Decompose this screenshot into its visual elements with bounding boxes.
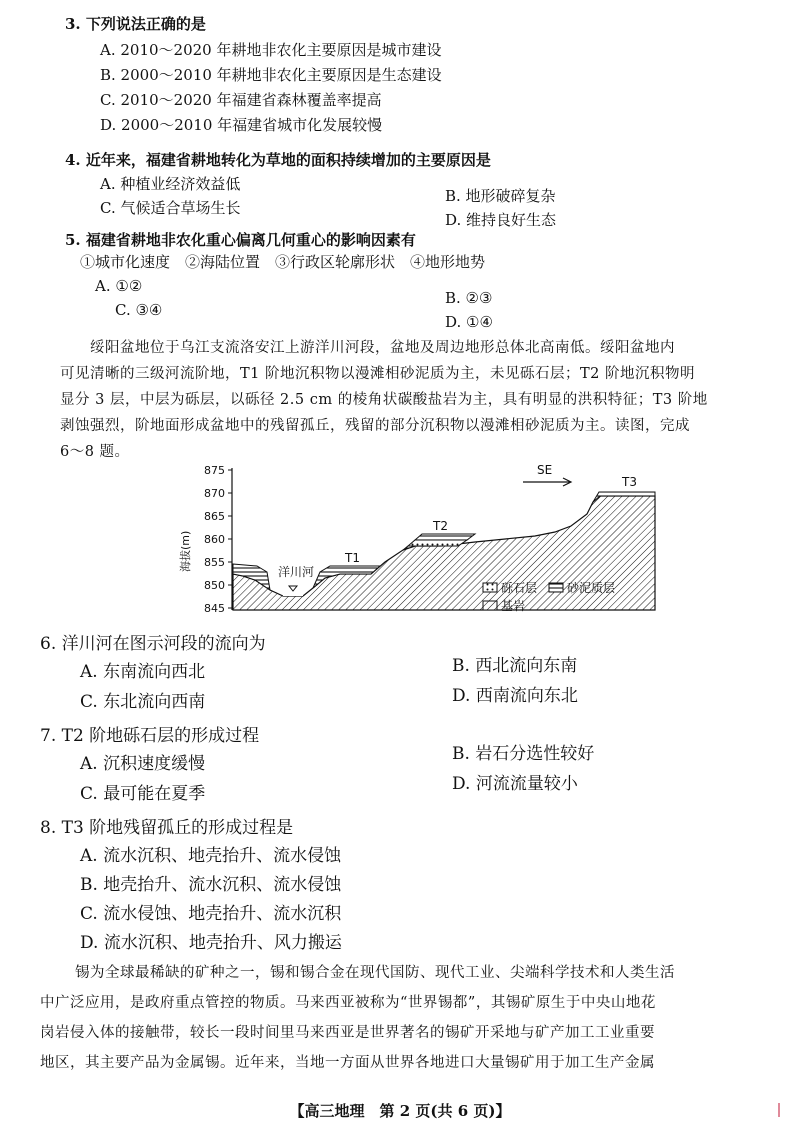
question-7-option-b: B. 岩石分选性较好 xyxy=(452,744,595,764)
margin-mark xyxy=(778,1103,780,1117)
passage-2-line-4: 地区，其主要产品为金属锡。近年来，当地一方面从世界各地进口大量锡矿用于加工生产金属 xyxy=(40,1055,655,1071)
question-7-option-a: A. 沉积速度缓慢 xyxy=(80,754,206,774)
legend-gravel-label: 砾石层 xyxy=(501,581,538,595)
question-4-stem: 4. 近年来，福建省耕地转化为草地的面积持续增加的主要原因是 xyxy=(65,151,491,169)
passage-1-line-5: 6～8 题。 xyxy=(60,444,130,460)
terrace-t2-label: T2 xyxy=(433,519,448,533)
question-6-option-d: D. 西南流向东北 xyxy=(452,686,578,706)
question-4-option-c: C. 气候适合草场生长 xyxy=(100,199,241,217)
terrace-cross-section-figure xyxy=(175,462,675,632)
passage-1-line-2: 可见清晰的三级河流阶地，T1 阶地沉积物以漫滩相砂泥质为主，未见砾石层；T2 阶地沉积物明 xyxy=(60,366,696,382)
y-tick-label: 875 xyxy=(204,464,225,477)
question-6-stem: 6. 洋川河在图示河段的流向为 xyxy=(40,634,266,654)
question-7-option-c: C. 最可能在夏季 xyxy=(80,784,206,804)
question-8-stem: 8. T3 阶地残留孤丘的形成过程是 xyxy=(40,818,294,838)
passage-2-line-1: 锡为全球最稀缺的矿种之一，锡和锡合金在现代国防、现代工业、尖端科学技术和人类生活 xyxy=(75,965,675,981)
direction-label: SE xyxy=(537,463,553,477)
legend-bedrock-label: 基岩 xyxy=(501,599,526,613)
y-tick-label: 870 xyxy=(204,487,225,500)
terrace-t1-label: T1 xyxy=(345,551,360,565)
question-5-option-a: A. ①② xyxy=(95,277,143,295)
passage-2-line-3: 岗岩侵入体的接触带，较长一段时间里马来西亚是世界著名的锡矿开采地与矿产加工工业重要 xyxy=(40,1025,655,1041)
legend-gravel-swatch xyxy=(483,583,497,592)
question-7-stem: 7. T2 阶地砾石层的形成过程 xyxy=(40,726,260,746)
question-4-option-b: B. 地形破碎复杂 xyxy=(445,187,556,205)
passage-1-line-1: 绥阳盆地位于乌江支流洛安江上游洋川河段，盆地及周边地形总体北高南低。绥阳盆地内 xyxy=(90,340,675,356)
question-3-option-a: A. 2010～2020 年耕地非农化主要原因是城市建设 xyxy=(100,41,442,59)
question-3-option-b: B. 2000～2010 年耕地非农化主要原因是生态建设 xyxy=(100,66,442,84)
question-3-option-d: D. 2000～2010 年福建省城市化发展较慢 xyxy=(100,116,383,134)
question-7-option-d: D. 河流流量较小 xyxy=(452,774,578,794)
passage-2-line-2: 中广泛应用，是政府重点管控的物质。马来西亚被称为“世界锡都”，其锡矿原生于中央山地花 xyxy=(40,995,656,1011)
question-5-option-c: C. ③④ xyxy=(115,301,163,319)
legend-sand-swatch xyxy=(549,583,563,592)
y-tick-label: 850 xyxy=(204,579,225,592)
terrace-t3-label: T3 xyxy=(622,475,637,489)
y-tick-label: 860 xyxy=(204,533,225,546)
question-5-stem: 5. 福建省耕地非农化重心偏离几何重心的影响因素有 xyxy=(65,231,416,249)
y-tick-label: 855 xyxy=(204,556,225,569)
y-tick-label: 865 xyxy=(204,510,225,523)
question-3-stem: 3. 下列说法正确的是 xyxy=(65,15,206,33)
question-5-option-b: B. ②③ xyxy=(445,289,493,307)
passage-1-line-3: 显分 3 层，中层为砾层，以砾径 2.5 cm 的棱角状碳酸盐岩为主，具有明显的洪积特征；T3 阶地 xyxy=(60,392,708,408)
page-footer: 【高三地理 第 2 页(共 6 页)】 xyxy=(289,1102,511,1120)
question-5-option-d: D. ①④ xyxy=(445,313,493,331)
question-6-option-a: A. 东南流向西北 xyxy=(80,662,206,682)
question-6-option-b: B. 西北流向东南 xyxy=(452,656,578,676)
question-8-option-a: A. 流水沉积、地壳抬升、流水侵蚀 xyxy=(80,846,342,866)
question-4-option-a: A. 种植业经济效益低 xyxy=(100,175,241,193)
question-8-option-b: B. 地壳抬升、流水沉积、流水侵蚀 xyxy=(80,875,342,895)
river-label: 洋川河 xyxy=(278,565,315,579)
legend-sand-label: 砂泥质层 xyxy=(567,581,616,595)
y-tick-label: 845 xyxy=(204,602,225,615)
question-6-option-c: C. 东北流向西南 xyxy=(80,692,206,712)
question-3-option-c: C. 2010～2020 年福建省森林覆盖率提高 xyxy=(100,91,382,109)
y-ticks xyxy=(228,470,232,608)
question-5-factors: ①城市化速度 ②海陆位置 ③行政区轮廓形状 ④地形地势 xyxy=(80,253,486,271)
question-8-option-c: C. 流水侵蚀、地壳抬升、流水沉积 xyxy=(80,904,342,924)
y-axis-label: 海拔(m) xyxy=(179,530,192,572)
t2-upper-sand-layer xyxy=(415,534,475,540)
t2-gravel-layer xyxy=(408,540,467,546)
question-8-option-d: D. 流水沉积、地壳抬升、风力搬运 xyxy=(80,933,342,953)
legend-bedrock-swatch xyxy=(483,601,497,610)
question-4-option-d: D. 维持良好生态 xyxy=(445,211,557,229)
passage-1-line-4: 剥蚀强烈，阶地面形成盆地中的残留孤丘，残留的部分沉积物以漫滩相砂泥质为主。读图，完成 xyxy=(60,418,690,434)
